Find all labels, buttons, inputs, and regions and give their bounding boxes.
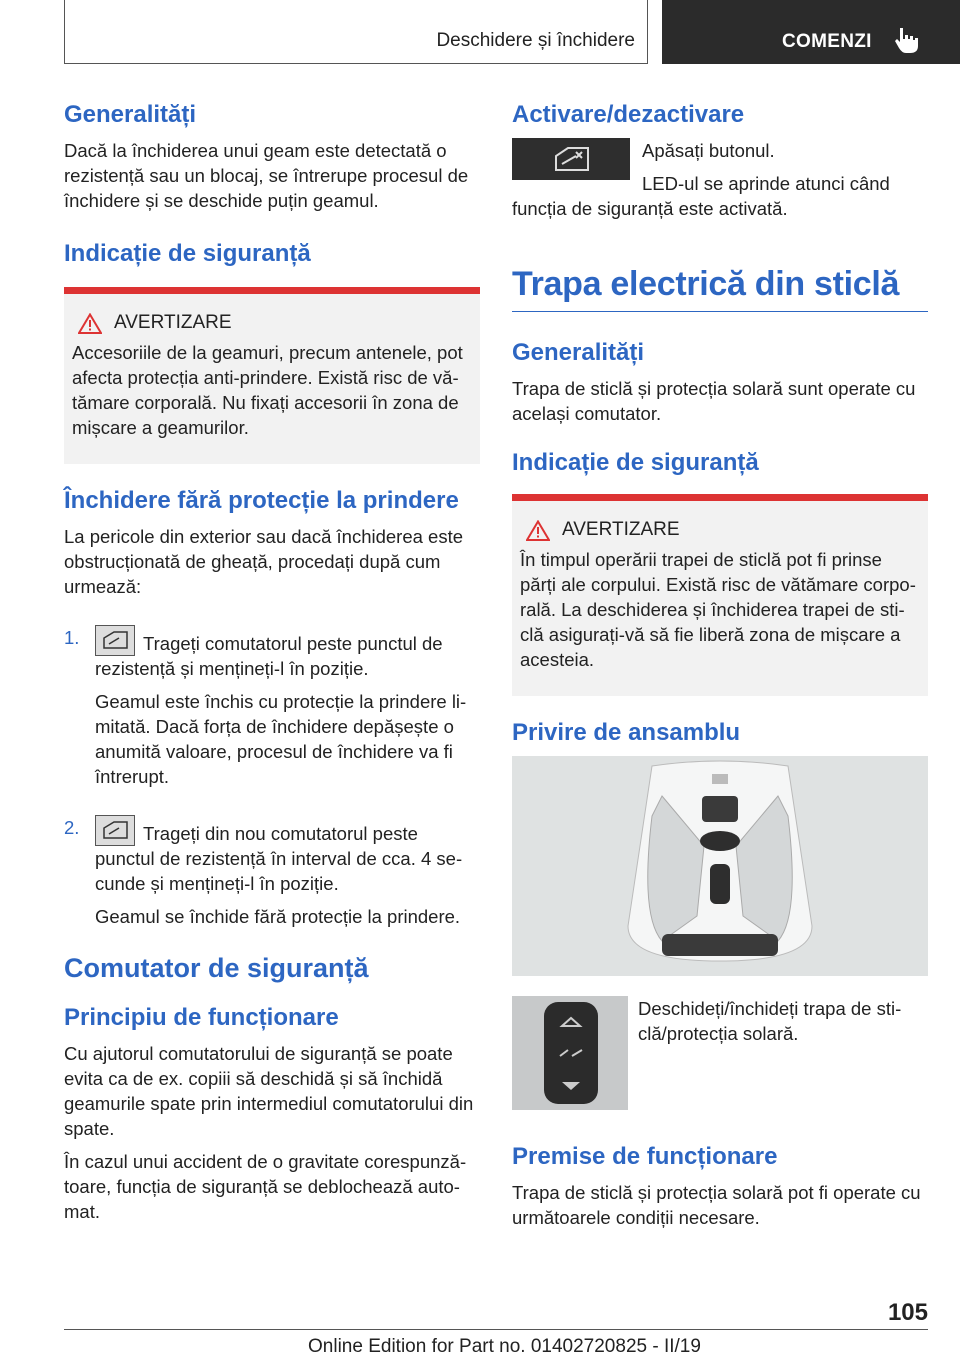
warning-triangle-icon — [526, 520, 550, 541]
step-text: Trageți comutatorul peste punctul de rezistență și mențineți-l în poziție. — [95, 633, 443, 679]
left-column — [64, 100, 480, 1232]
step-2 — [64, 815, 480, 929]
step-number: 2. — [64, 817, 80, 838]
right-column — [512, 100, 928, 1238]
general-text: Dacă la închiderea unui geam este detectată o rezistență sau un blocaj, se întrerupe procesul de închidere și se deschide puțin geamul. — [64, 140, 469, 211]
step-number: 1. — [64, 627, 80, 648]
sunroof-general-heading: Generalități — [512, 339, 645, 366]
step-note: Geamul se închide fără protecție la prindere. — [95, 906, 461, 927]
sunroof-title-rule — [512, 263, 928, 312]
activate-heading: Activare/dezactivare — [512, 101, 745, 128]
header-section-title: Deschidere și închidere — [436, 30, 635, 51]
sunroof-warning-box — [512, 494, 928, 696]
activate-text-2: LED-ul se aprinde atunci când funcția de siguranță este activată. — [512, 173, 890, 219]
principle-text-2: În cazul unui accident de o gravitate corespunză-toare, funcția de siguranță se deblochează auto-mat. — [64, 1151, 467, 1222]
step-text: Trageți din nou comutatorul peste punctul de rezistență în interval de cca. 4 se-cunde și mențineți-l în poziție. — [95, 823, 463, 894]
switch-heading: Comutator de siguranță — [64, 953, 369, 983]
overhead-console-photo — [512, 756, 928, 976]
sunroof-switch-text: Deschideți/închideți trapa de sti-clă/protecția solară. — [638, 998, 902, 1044]
warning-text: În timpul operării trapei de sticlă pot fi prinse părți ale corpului. Există risc de vătămare corpo-rală. La deschiderea și închiderea trapei de sti-clă asigurați-vă să fie liberă zona de mișcare a acesteia. — [520, 549, 916, 670]
child-lock-window-icon — [552, 144, 592, 174]
general-heading: Generalități — [64, 101, 197, 128]
step-1 — [64, 625, 480, 789]
activate-text-1: Apăsați butonul. — [642, 140, 775, 161]
warning-text: Accesoriile de la geamuri, precum antenele, pot afecta protecția anti-prindere. Există risc de vă-tămare corporală. Nu fixați accesorii în zona de mișcare a geamurilor. — [72, 342, 463, 438]
sunroof-switch-image — [512, 996, 628, 1110]
window-switch-icon — [95, 815, 135, 846]
close-heading: Închidere fără protecție la prindere — [64, 487, 459, 514]
close-text: La pericole din exterior sau dacă închiderea este obstrucționată de gheață, procedați după cum urmează: — [64, 526, 464, 597]
child-lock-button-image — [512, 138, 630, 180]
warning-title: AVERTIZARE — [562, 519, 680, 540]
safety-heading: Indicație de siguranță — [64, 240, 311, 267]
sunroof-safety-heading: Indicație de siguranță — [512, 449, 759, 476]
premise-heading: Premise de funcționare — [512, 1143, 778, 1170]
window-switch-icon — [95, 625, 135, 656]
header-section-box — [64, 0, 648, 64]
principle-heading: Principiu de funcționare — [64, 1004, 339, 1031]
page-number: 105 — [887, 1299, 928, 1326]
warning-title: AVERTIZARE — [114, 312, 232, 333]
sunroof-heading: Trapa electrică din sticlă — [512, 265, 900, 303]
header-chapter-label: COMENZI — [782, 31, 872, 52]
principle-text-1: Cu ajutorul comutatorului de siguranță se poate evita ca de ex. copiii să deschidă și să închidă geamurile spate prin intermediul comutatorului din spate. — [64, 1043, 474, 1139]
warning-triangle-icon — [78, 313, 102, 334]
sunroof-general-text: Trapa de sticlă și protecția solară sunt operate cu același comutator. — [512, 378, 916, 424]
footer-rule — [64, 1329, 928, 1330]
premise-text: Trapa de sticlă și protecția solară pot fi operate cu următoarele condiții necesare. — [512, 1182, 921, 1228]
warning-box — [64, 287, 480, 464]
step-note: Geamul este închis cu protecție la prindere li-mitată. Dacă forța de închidere depășește o anumită valoare, procesul de închidere va fi întrerupt. — [95, 691, 467, 787]
edition-text: Online Edition for Part no. 01402720825 - II/19 — [308, 1336, 701, 1357]
overview-heading: Privire de ansamblu — [512, 719, 741, 746]
hand-pointer-icon — [894, 26, 920, 54]
header-chapter-tab — [662, 0, 960, 64]
